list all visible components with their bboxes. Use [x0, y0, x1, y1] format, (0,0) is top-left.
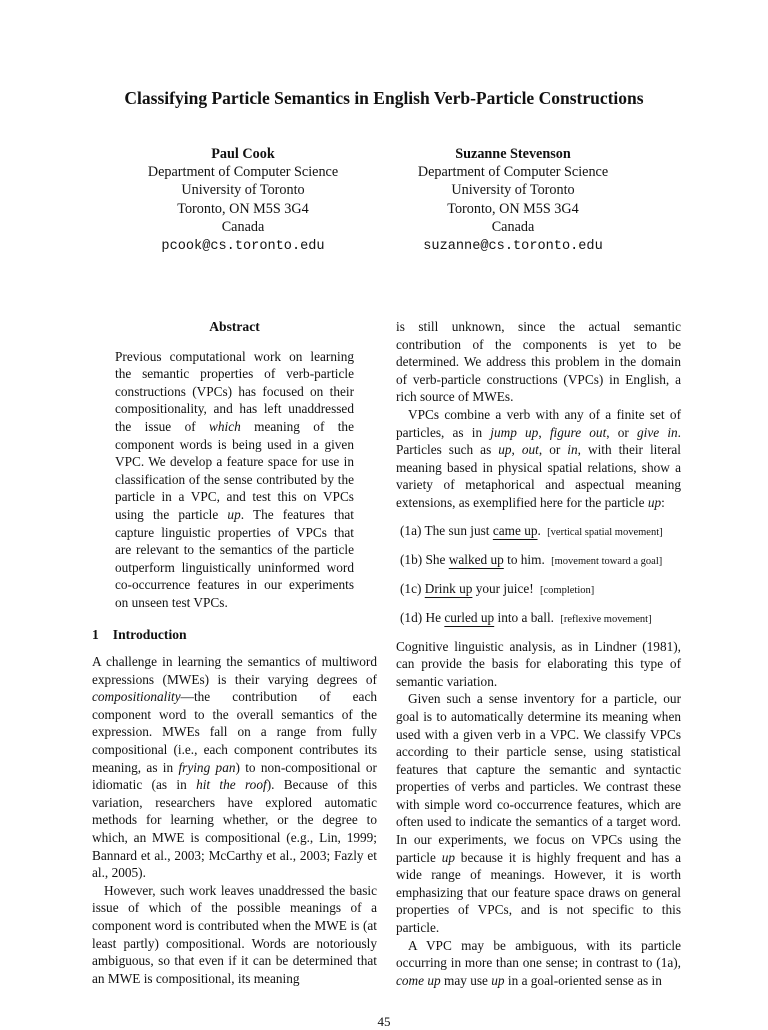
abstract-text: Previous computational work on learning the semantic properties of verb-particle constructions (VPCs) has focused on their compositionality, and has left unaddressed the issue of which meaning of the component words is being used in a given VPC. We develop a feature space for use in classification of the sense contributed by the particle in a VPC, and test this on VPCs using the particle up. The features that capture linguistic properties of VPCs that are relevant to the semantics of the particle outperform linguistically uninformed word co-occurrence features in our experiments on unseen test VPCs.	[115, 348, 354, 610]
author-block-2	[373, 145, 653, 256]
example-item: (1d) He curled up into a ball. [reflexive movement]	[400, 609, 652, 625]
paragraph: However, such work leaves unaddressed the basic issue of which of the possible meanings of a component word is contributed when the MWE is (at least partly) compositional. Words are notoriously ambiguous, so that even if it can be determined that an MWE is compositional, its meaning	[92, 882, 377, 986]
author-city: Toronto, ON M5S 3G4	[177, 200, 309, 217]
author-department: Department of Computer Science	[417, 164, 609, 181]
example-item: (1a) The sun just came up. [vertical spatial movement]	[400, 522, 663, 538]
section-heading-introduction: 1 Introduction	[92, 626, 187, 642]
author-department: Department of Computer Science	[147, 164, 339, 181]
paragraph: Given such a sense inventory for a particle, our goal is to automatically determine its meaning when used with a given verb in a VPC. We classify VPCs according to their particle sense, using statistical features that capture the semantic and syntactic properties of verbs and particles. We contrast these with simple word co-occurrence features, which are often used to indicate the semantics of a target word. In our experiments, we focus on VPCs using the particle up because it is highly frequent and has a wide range of meanings. However, it is worth emphasizing that our feature space draws on general properties of VPCs, and is not specific to this particle.	[396, 691, 681, 936]
abstract-heading: Abstract	[209, 319, 260, 334]
author-block-1	[103, 145, 383, 256]
author-city: Toronto, ON M5S 3G4	[447, 200, 579, 217]
author-name: Paul Cook	[211, 146, 275, 162]
paper-title: Classifying Particle Semantics in English Verb-Particle Constructions	[124, 88, 644, 108]
example-item: (1b) She walked up to him. [movement toward a goal]	[400, 551, 663, 567]
paragraph: A VPC may be ambiguous, with its particle occurring in more than one sense; in contrast to (1a), come up may use up in a goal-oriented sense as in	[396, 937, 681, 988]
author-email: suzanne@cs.toronto.edu	[423, 239, 603, 255]
left-column	[92, 318, 377, 987]
paragraph: VPCs combine a verb with any of a finite set of particles, as in jump up, figure out, or give in. Particles such as up, out, or in, with their literal meaning based in physical spatial relations, show a variety of metaphorical and aspectual meaning extensions, as exemplified here for the particle up:	[396, 406, 681, 510]
author-university: University of Toronto	[181, 182, 305, 199]
author-university: University of Toronto	[451, 182, 575, 199]
example-list	[400, 522, 681, 626]
author-email: pcook@cs.toronto.edu	[161, 239, 325, 255]
paragraph: Cognitive linguistic analysis, as in Lindner (1981), can provide the basis for elaborating this type of semantic variation.	[396, 638, 681, 689]
example-item: (1c) Drink up your juice! [completion]	[400, 580, 595, 596]
author-country: Canada	[491, 218, 535, 235]
page-number: 45	[377, 1014, 391, 1029]
paragraph: A challenge in learning the semantics of multiword expressions (MWEs) is their varying degrees of compositionality—the contribution of each component word to the overall semantics of the expression. MWEs fall on a range from fully compositional (i.e., each component contributes its meaning, as in frying pan) to non-compositional or idiomatic (as in hit the roof). Because of this variation, researchers have explored automatic methods for learning whether, or the degree to which, an MWE is compositional (e.g., Lin, 1999; Bannard et al., 2003; McCarthy et al., 2003; Fazly et al., 2005).	[92, 654, 378, 881]
right-column	[396, 318, 681, 989]
author-country: Canada	[221, 218, 265, 235]
author-name: Suzanne Stevenson	[455, 146, 571, 162]
paragraph: is still unknown, since the actual semantic contribution of the components is yet to be determined. We address this problem in the domain of verb-particle constructions (VPCs) in English, a rich source of MWEs.	[396, 319, 681, 405]
